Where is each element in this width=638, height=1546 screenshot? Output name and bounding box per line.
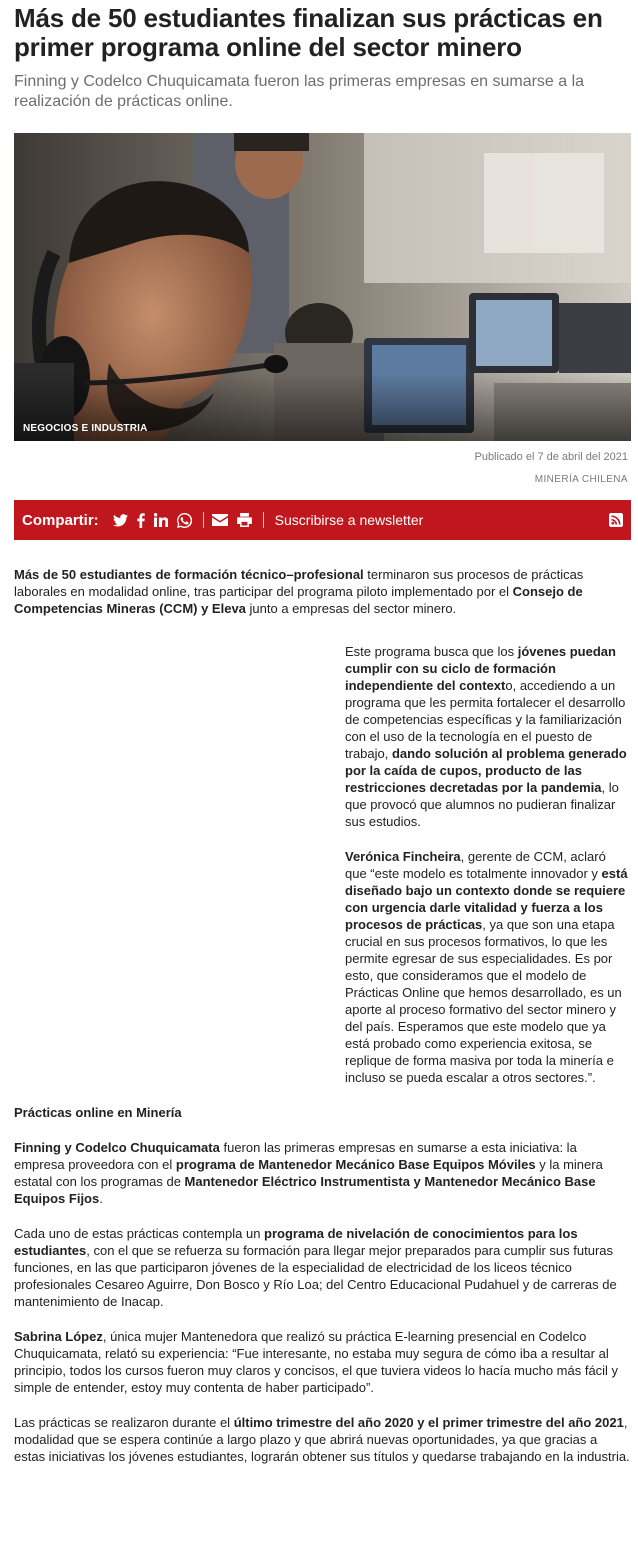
print-icon[interactable] [237, 510, 252, 530]
publish-date: Publicado el 7 de abril del 2021 [474, 451, 628, 463]
linkedin-icon[interactable] [154, 510, 168, 530]
paragraph-program: Este programa busca que los jóvenes puedan cumplir con su ciclo de formación independiente del contexto, accediendo a un programa que les permita fortalecer el desarrollo de competencias específicas y la familiarización con el uso de la tecnología en el puesto de trabajo, dando solución al problema generado por la caída de cupos, producto de las restricciones decretadas por la pandemia, lo que provocó que alumnos no pudieran finalizar sus estudios. [345, 644, 627, 829]
indented-column [345, 643, 630, 1086]
divider [263, 512, 264, 528]
article-source: MINERÍA CHILENA [534, 474, 628, 485]
paragraph-quote: Verónica Fincheira, gerente de CCM, aclaró que “este modelo es totalmente innovador y está diseñado bajo un contexto donde se requiere con urgencia darle vitalidad y fuerza a los procesos de prácticas, ya que son una etapa crucial en sus procesos formativos, lo que les permite egresar de sus especialidades. Es por esto, que consideramos que el modelo de Prácticas Online que hemos desarrollado, es un aporte al proceso formativo del sector minero y del país. Esperamos que este modelo que ya está probado como experiencia exitosa, se replique de forma masiva por toda la minería e incluso se pueda escalar a otros sectores.”. [345, 849, 628, 1085]
newsletter-link[interactable]: Suscribirse a newsletter [274, 512, 424, 528]
paragraph-intro: Más de 50 estudiantes de formación técnico–profesional terminaron sus procesos de prácticas laborales en modalidad online, tras participar del programa piloto implementado por el Consejo de Competencias Mineras (CCM) y Eleva junto a empresas del sector minero. [14, 567, 584, 616]
section-heading: Prácticas online en Minería [14, 1105, 182, 1120]
paragraph-leveling: Cada uno de estas prácticas contempla un programa de nivelación de conocimientos para los estudiantes, con el que se refuerza su formación para llegar mejor preparados para cumplir sus futuras funciones, en las que participaron jóvenes de la especialidad de electricidad de los liceos técnico profesionales Cesareo Aguirre, Don Bosco y Río Loa; del Centro Educacional Pudahuel y de carreras de mantenimiento de Inacap. [14, 1226, 617, 1309]
facebook-icon[interactable] [137, 510, 145, 530]
whatsapp-icon[interactable] [177, 510, 192, 530]
category-tag[interactable]: NEGOCIOS E INDUSTRIA [23, 423, 148, 434]
twitter-icon[interactable] [113, 510, 128, 530]
paragraph-companies: Finning y Codelco Chuquicamata fueron las primeras empresas en sumarse a esta iniciativa: la empresa proveedora con el programa de Mantenedor Mecánico Base Equipos Móviles y la minera estatal con los programas de Mantenedor Eléctrico Instrumentista y Mantenedor Mecánico Base Equipos Fijos. [14, 1140, 603, 1206]
divider [203, 512, 204, 528]
rss-icon[interactable] [609, 513, 623, 527]
paragraph-period: Las prácticas se realizaron durante el último trimestre del año 2020 y el primer trimestre del año 2021, modalidad que se espera continúe a largo plazo y que abrirá nuevas oportunidades, ya que gracias a estas iniciativas los jóvenes estudiantes, lograrán obtener sus títulos y quedarse trabajando en la industria. [14, 1415, 630, 1464]
article-subtitle: Finning y Codelco Chuquicamata fueron las primeras empresas en sumarse a la realización de prácticas online. [14, 73, 585, 110]
paragraph-testimony: Sabrina López, única mujer Mantenedora que realizó su práctica E-learning presencial en Codelco Chuquicamata, relató su experiencia: “Fue interesante, no estaba muy segura de cómo iba a resultar al principio, todos los cursos fueron muy claros y concisos, el que tuviera videos lo hacía mucho más fácil y simple de entender, estoy muy contenta de haber participado”. [14, 1329, 619, 1395]
article-meta [14, 451, 630, 486]
article-title: Más de 50 estudiantes finalizan sus prácticas en primer programa online del sector minero [14, 3, 603, 62]
hero-photo [14, 133, 631, 441]
hero-image [14, 133, 631, 441]
email-icon[interactable] [212, 510, 228, 530]
share-label: Compartir: [22, 511, 99, 529]
share-bar [14, 500, 631, 540]
